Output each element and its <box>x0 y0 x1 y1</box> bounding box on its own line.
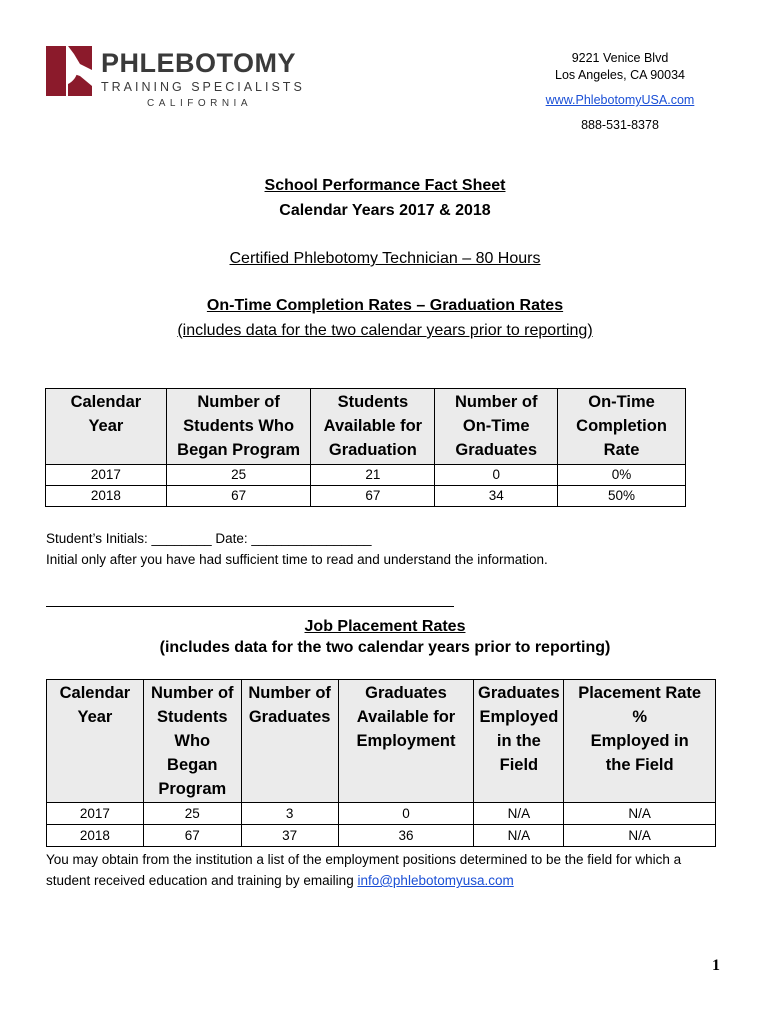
placement-note: (includes data for the two calendar years prior to reporting) <box>159 639 611 656</box>
brand-logo <box>46 46 305 112</box>
page-number: 1 <box>712 957 720 974</box>
column-header <box>143 680 241 803</box>
brand-subtitle: TRAINING SPECIALISTS <box>101 80 305 94</box>
completion-title: On-Time Completion Rates – Graduation Rates <box>206 297 564 314</box>
column-header <box>47 680 144 803</box>
column-header <box>474 680 564 803</box>
table-cell: N/A <box>564 803 716 825</box>
column-header-line: Graduates <box>248 708 331 726</box>
column-header-line: Began <box>167 756 218 774</box>
table-cell: 0 <box>338 803 474 825</box>
table-header-row <box>46 389 686 465</box>
table-cell: N/A <box>564 825 716 847</box>
column-header <box>435 389 558 465</box>
column-header-line: Rate <box>603 441 640 459</box>
website-link[interactable]: www.PhlebotomyUSA.com <box>545 93 695 107</box>
column-header-line: Students Who <box>183 417 295 435</box>
table-cell: 0% <box>558 465 686 486</box>
address-city: Los Angeles, CA 90034 <box>555 68 685 82</box>
column-header-line: Program <box>158 780 227 798</box>
column-header <box>311 389 435 465</box>
column-header-line: Students <box>337 393 409 411</box>
table-cell: 2017 <box>46 465 167 486</box>
address-street: 9221 Venice Blvd <box>571 51 669 65</box>
column-header-line: Graduates <box>455 441 538 459</box>
column-header <box>241 680 338 803</box>
table-row <box>47 825 716 847</box>
table-cell: 34 <box>435 486 558 507</box>
completion-table-body <box>46 465 686 507</box>
column-header-line: Began Program <box>177 441 301 459</box>
column-header-line: Employment <box>356 732 456 750</box>
column-header-line: On-Time <box>588 393 655 411</box>
column-header-line: Students <box>156 708 228 726</box>
placement-table <box>46 679 716 847</box>
placement-table-body <box>47 803 716 847</box>
initials-section <box>46 528 548 570</box>
column-header-line: Year <box>77 708 113 726</box>
column-header <box>338 680 474 803</box>
column-header-line: Completion <box>576 417 667 435</box>
column-header-line: Number of <box>454 393 538 411</box>
signature-line <box>46 606 454 607</box>
table-cell: 67 <box>143 825 241 847</box>
column-header <box>46 389 167 465</box>
column-header-line: Graduation <box>328 441 417 459</box>
column-header-line: Number of <box>151 684 234 702</box>
table-cell: 3 <box>241 803 338 825</box>
column-header-line: the Field <box>605 756 674 774</box>
column-header-line: Placement Rate <box>578 684 702 702</box>
logo-mark-icon <box>46 46 92 96</box>
column-header-line: Calendar <box>59 684 131 702</box>
column-header <box>558 389 686 465</box>
table-cell: 2018 <box>47 825 144 847</box>
table-cell: 67 <box>311 486 435 507</box>
page-title: School Performance Fact Sheet <box>264 177 506 194</box>
table-cell: 37 <box>241 825 338 847</box>
table-cell: 25 <box>166 465 311 486</box>
column-header-line: On-Time <box>462 417 530 435</box>
table-header-row <box>47 680 716 803</box>
footnote-text: You may obtain from the institution a list of the employment positions determined to be the field for which a student received education and training by emailing <box>46 852 682 888</box>
column-header-line: Who <box>174 732 211 750</box>
initials-instruction: Initial only after you have had sufficient time to read and understand the information. <box>46 552 548 567</box>
table-cell: 0 <box>435 465 558 486</box>
column-header-line: Number of <box>197 393 280 411</box>
program-name: Certified Phlebotomy Technician – 80 Hours <box>229 250 541 267</box>
table-cell: 21 <box>311 465 435 486</box>
column-header-line: Graduates <box>365 684 447 702</box>
column-header-line: Employed in <box>590 732 689 750</box>
column-header-line: Available for <box>356 708 456 726</box>
table-cell: N/A <box>474 803 564 825</box>
column-header-line: Number of <box>248 684 331 702</box>
column-header-line: Graduates <box>478 684 560 702</box>
column-header-line: in the <box>496 732 541 750</box>
table-cell: 25 <box>143 803 241 825</box>
column-header-line: % <box>632 708 647 726</box>
table-cell: 50% <box>558 486 686 507</box>
column-header-line: Available for <box>323 417 423 435</box>
brand-state: CALIFORNIA <box>147 98 253 109</box>
table-cell: N/A <box>474 825 564 847</box>
brand-name: PHLEBOTOMY <box>101 48 297 78</box>
table-cell: 67 <box>166 486 311 507</box>
placement-title: Job Placement Rates <box>304 618 466 635</box>
table-row <box>46 465 686 486</box>
table-cell: 36 <box>338 825 474 847</box>
address-block <box>520 50 720 134</box>
employment-footnote <box>46 849 726 891</box>
calendar-years: Calendar Years 2017 & 2018 <box>279 202 491 219</box>
column-header <box>166 389 311 465</box>
table-cell: 2018 <box>46 486 167 507</box>
initials-line: Student’s Initials: ________ Date: ________________ <box>46 531 372 546</box>
table-cell: 2017 <box>47 803 144 825</box>
completion-table <box>45 388 686 507</box>
column-header <box>564 680 716 803</box>
column-header-line: Calendar <box>70 393 142 411</box>
table-row <box>47 803 716 825</box>
column-header-line: Field <box>499 756 539 774</box>
phone-number: 888-531-8378 <box>581 118 659 132</box>
table-row <box>46 486 686 507</box>
email-link[interactable]: info@phlebotomyusa.com <box>357 873 514 888</box>
column-header-line: Employed <box>479 708 559 726</box>
column-header-line: Year <box>88 417 124 435</box>
completion-note: (includes data for the two calendar years prior to reporting) <box>177 322 593 339</box>
